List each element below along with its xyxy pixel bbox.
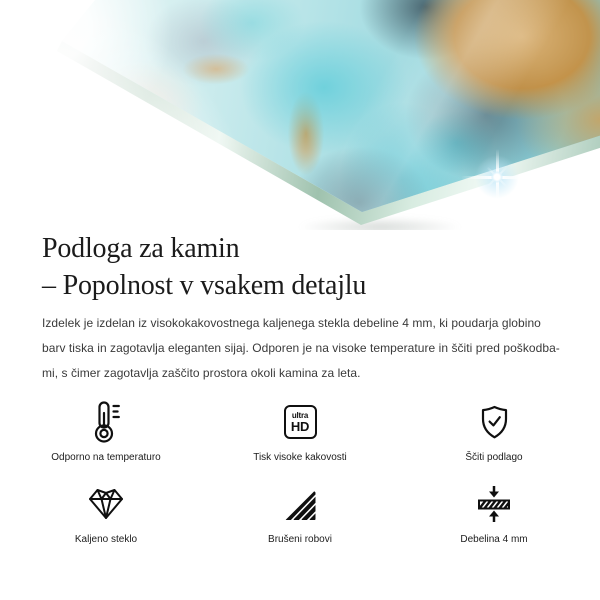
product-details <box>0 230 600 546</box>
description-line: barv tiska in zagotavlja eleganten sijaj. Odporen je na visoke temperature in ščiti pred poškodba- <box>42 341 560 355</box>
diamond-icon <box>87 488 125 520</box>
product-image <box>0 0 600 230</box>
feature-temperature-resistant <box>9 398 203 464</box>
page-title-line1: Podloga za kamin <box>42 233 240 264</box>
feature-polished-edges <box>203 480 397 546</box>
feature-label: Ščiti podlago <box>465 452 523 463</box>
glass-art-print <box>0 0 600 230</box>
feature-label: Tisk visoke kakovosti <box>253 452 347 463</box>
feature-label: Brušeni robovi <box>268 534 332 545</box>
thickness-icon <box>477 485 511 523</box>
page-title <box>42 230 572 304</box>
page-title-line2: – Popolnost v vsakem detajlu <box>42 270 367 301</box>
ultra-hd-icon: ultra HD <box>284 405 317 439</box>
feature-print-quality <box>203 398 397 464</box>
polished-edges-icon <box>284 488 317 521</box>
shield-check-icon <box>481 405 508 440</box>
feature-label: Kaljeno steklo <box>74 534 138 545</box>
feature-label: Odporno na temperaturo <box>51 452 161 463</box>
description-line: Izdelek je izdelan iz visokokakovostnega kaljenega stekla debeline 4 mm, ki poudarja globino <box>42 316 541 330</box>
feature-protects-base <box>397 398 591 464</box>
description-line: mi, s čimer zagotavlja zaščito prostora okoli kamina za leta. <box>42 366 361 380</box>
feature-grid <box>0 398 600 546</box>
product-description <box>42 311 572 386</box>
thermometer-icon <box>93 401 120 443</box>
feature-label: Debelina 4 mm <box>460 534 528 545</box>
feature-tempered-glass <box>9 480 203 546</box>
feature-thickness <box>397 480 591 546</box>
